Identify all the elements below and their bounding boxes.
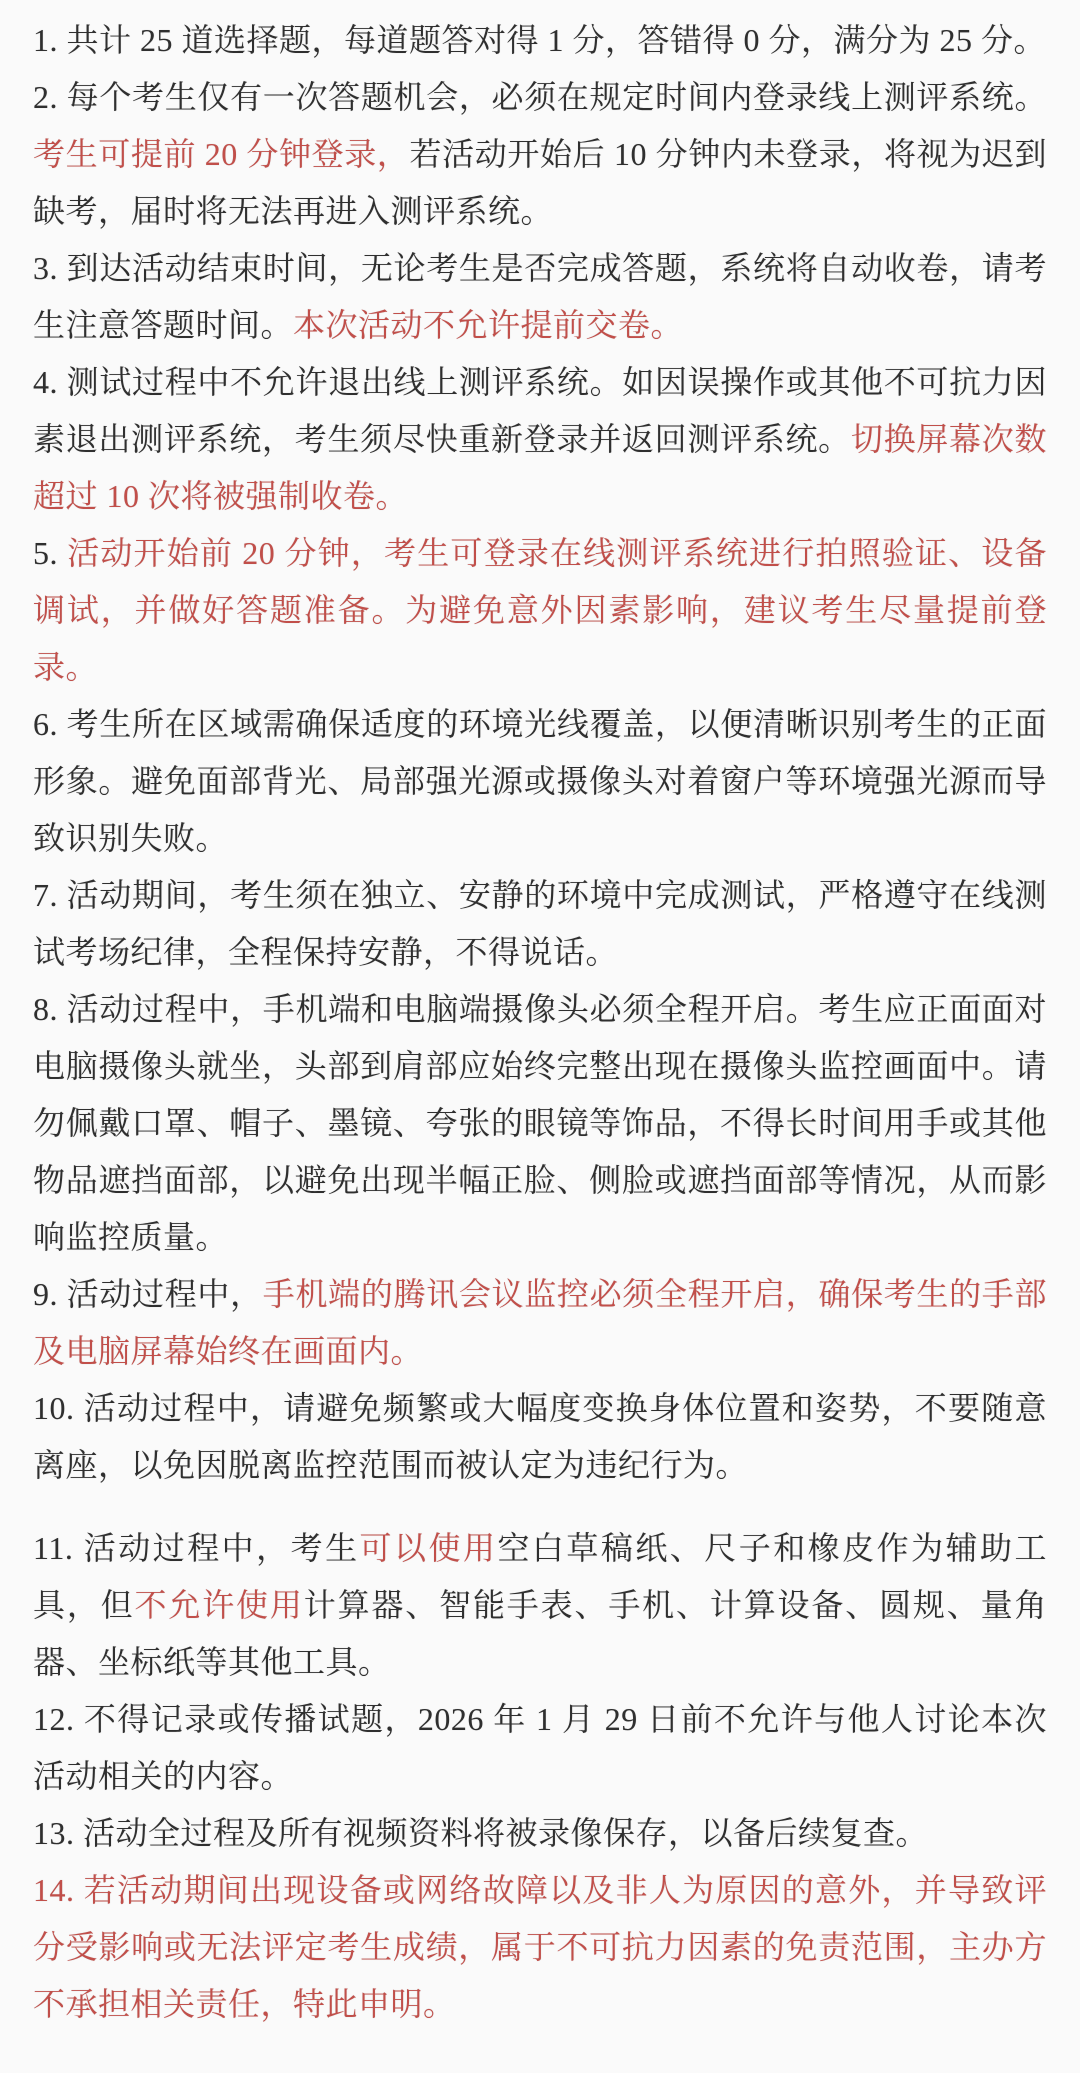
rule-text-segment: 10. 活动过程中，请避免频繁或大幅度变换身体位置和姿势，不要随意离座，以免因脱离监控范围而被认定为违纪行为。 — [33, 1390, 1047, 1483]
rule-text-segment: 空白草稿纸、尺子和橡皮作为辅助工具，但 — [33, 1530, 1047, 1623]
rule-item — [33, 1691, 1047, 1805]
rule-text-segment: 13. 活动全过程及所有视频资料将被录像保存，以备后续复查。 — [33, 1815, 929, 1851]
rule-item — [33, 1520, 1047, 1691]
rule-item — [33, 69, 1047, 240]
rule-item — [33, 1266, 1047, 1380]
rule-item — [33, 1862, 1047, 2033]
rules-list — [33, 12, 1047, 2033]
rule-item — [33, 981, 1047, 1266]
rule-text-segment: 手机端的腾讯会议监控必须全程开启，确保考生的手部及电脑屏幕始终在画面内。 — [33, 1276, 1047, 1369]
rule-item — [33, 867, 1047, 981]
rule-text-segment: 不允许使用 — [134, 1587, 304, 1623]
rule-text-segment: 6. 考生所在区域需确保适度的环境光线覆盖，以便清晰识别考生的正面形象。避免面部背光、局部强光源或摄像头对着窗户等环境强光源而导致识别失败。 — [33, 706, 1047, 856]
rule-item — [33, 696, 1047, 867]
rule-text-segment: 可以使用 — [359, 1530, 498, 1566]
rule-text-segment: 考生可提前 20 分钟登录， — [33, 136, 410, 172]
rule-text-segment: 本次活动不允许提前交卷。 — [293, 307, 684, 343]
rule-text-segment: 9. 活动过程中， — [33, 1276, 263, 1312]
rule-text-segment: 12. 不得记录或传播试题，2026 年 1 月 29 日前不允许与他人讨论本次活动相关的内容。 — [33, 1701, 1047, 1794]
rule-text-segment: 活动开始前 20 分钟，考生可登录在线测评系统进行拍照验证、设备调试，并做好答题准备。为避免意外因素影响，建议考生尽量提前登录。 — [33, 535, 1047, 685]
rule-text-segment: 1. 共计 25 道选择题，每道题答对得 1 分，答错得 0 分，满分为 25 分。 — [33, 22, 1047, 58]
rule-text-segment: 7. 活动期间，考生须在独立、安静的环境中完成测试，严格遵守在线测试考场纪律，全程保持安静，不得说话。 — [33, 877, 1047, 970]
rule-item — [33, 1805, 1047, 1862]
rule-text-segment: 5. — [33, 535, 68, 571]
rule-text-segment: 4. 测试过程中不允许退出线上测评系统。如因误操作或其他不可抗力因素退出测评系统，考生须尽快重新登录并返回测评系统。 — [33, 364, 1047, 457]
rule-text-segment: 2. 每个考生仅有一次答题机会，必须在规定时间内登录线上测评系统。 — [33, 79, 1047, 115]
rule-item — [33, 12, 1047, 69]
rule-text-segment: 计算器、智能手表、手机、计算设备、圆规、量角器、坐标纸等其他工具。 — [33, 1587, 1047, 1680]
rule-item — [33, 240, 1047, 354]
rule-text-segment: 8. 活动过程中，手机端和电脑端摄像头必须全程开启。考生应正面面对电脑摄像头就坐，头部到肩部应始终完整出现在摄像头监控画面中。请勿佩戴口罩、帽子、墨镜、夸张的眼镜等饰品，不得长时间用手或其他物品遮挡面部，以避免出现半幅正脸、侧脸或遮挡面部等情况，从而影响监控质量。 — [33, 991, 1047, 1255]
rule-text-segment: 3. 到达活动结束时间，无论考生是否完成答题，系统将自动收卷，请考生注意答题时间。 — [33, 250, 1047, 343]
rule-item — [33, 354, 1047, 525]
rule-item — [33, 1380, 1047, 1494]
rule-text-segment: 11. 活动过程中，考生 — [33, 1530, 360, 1566]
rule-item — [33, 525, 1047, 696]
rule-text-segment: 14. 若活动期间出现设备或网络故障以及非人为原因的意外，并导致评分受影响或无法评定考生成绩，属于不可抗力因素的免责范围，主办方不承担相关责任，特此申明。 — [33, 1872, 1047, 2022]
rule-text-segment: 切换屏幕次数超过 10 次将被强制收卷。 — [33, 421, 1047, 514]
rule-text-segment: 若活动开始后 10 分钟内未登录，将视为迟到缺考，届时将无法再进入测评系统。 — [33, 136, 1047, 229]
